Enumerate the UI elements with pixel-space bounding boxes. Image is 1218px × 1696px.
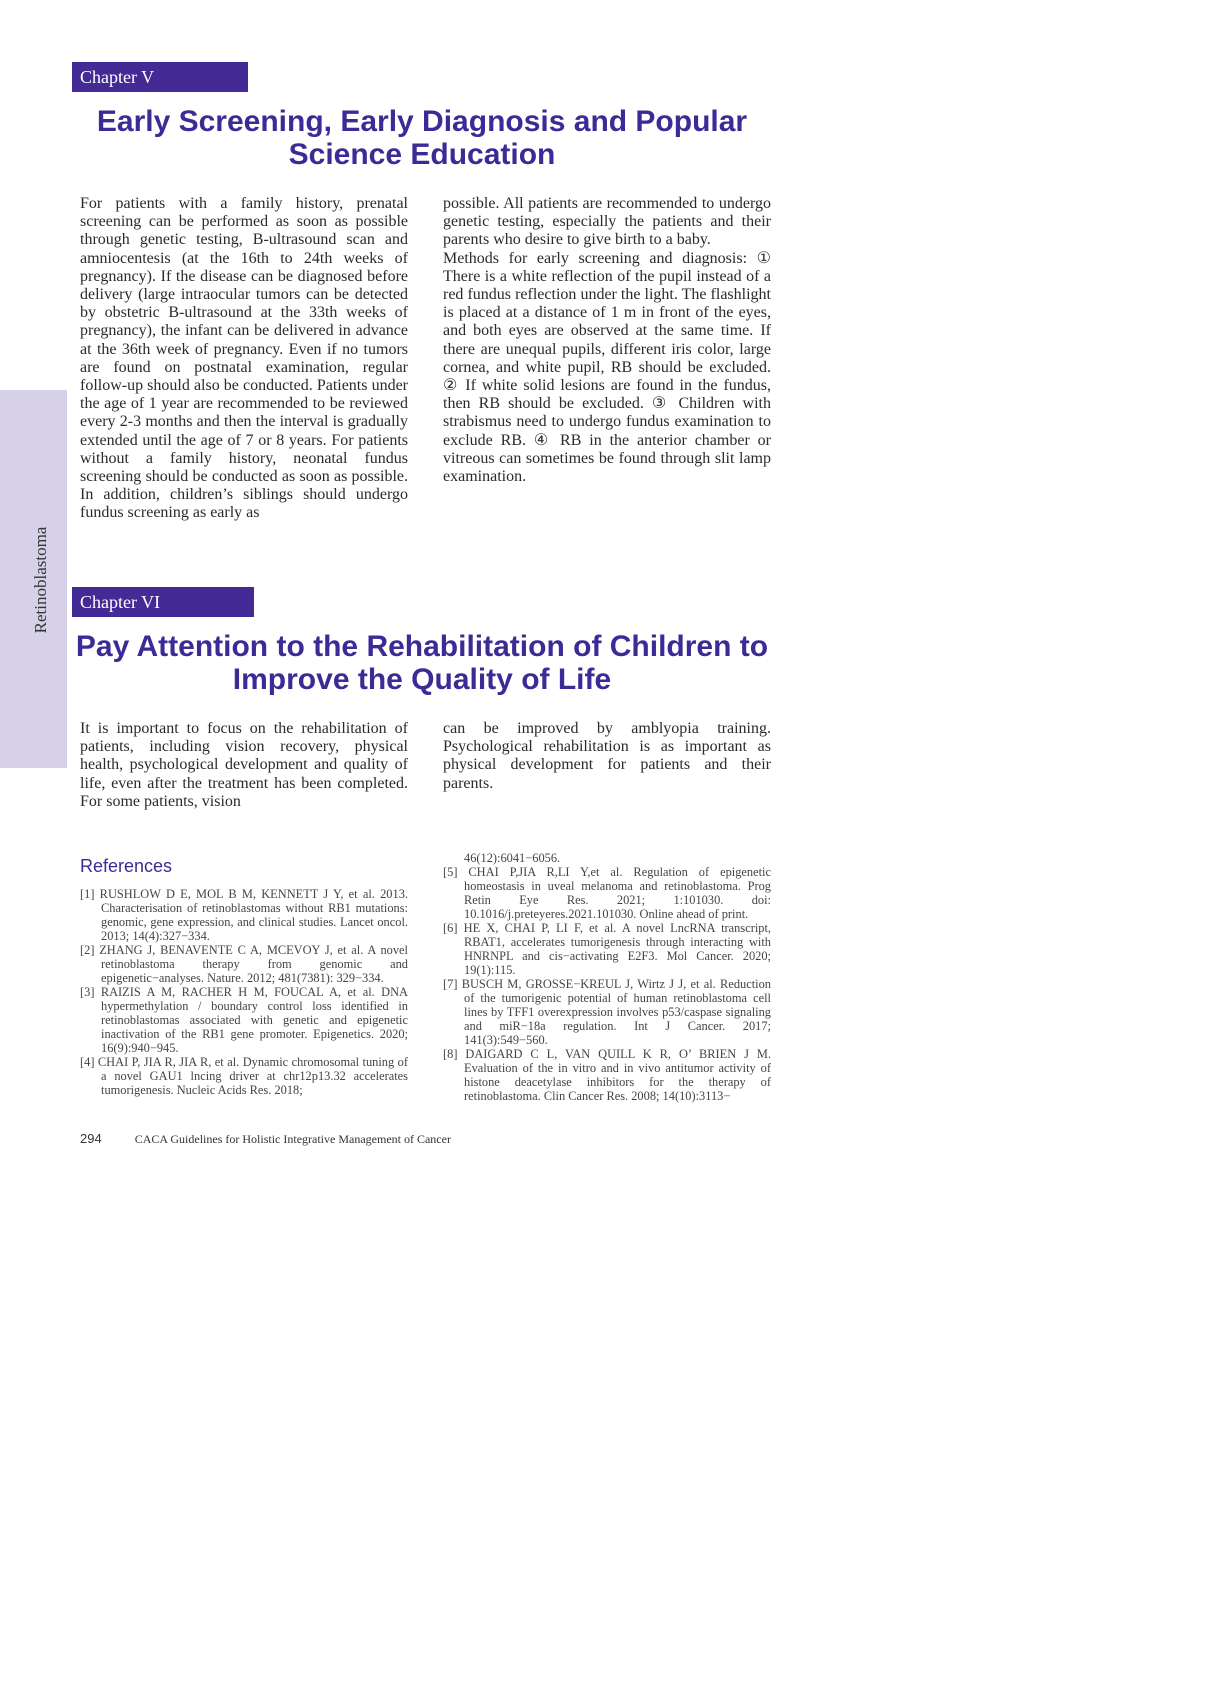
references-right	[443, 851, 771, 1103]
paragraph: It is important to focus on the rehabilitation of patients, including vision recovery, physical health, psychological development and quality of life, even after the treatment has been completed. For some patients, vision	[80, 720, 408, 810]
reference-item: [7] BUSCH M, GROSSE−KREUL J, Wirtz J J, et al. Reduction of the tumorigenic potential of human retinoblastoma cell lines by TFF1 overexpression involves p53/caspase signaling and miR−18a regulation. Int J Cancer. 2017; 141(3):549−560.	[443, 977, 771, 1047]
reference-item: [6] HE X, CHAI P, LI F, et al. A novel LncRNA transcript, RBAT1, accelerates tumorigenesis through interacting with HNRNPL and cis−activating E2F3. Mol Cancer. 2020; 19(1):115.	[443, 921, 771, 977]
reference-continuation: 46(12):6041−6056.	[464, 851, 561, 865]
paragraph: can be improved by amblyopia training. Psychological rehabilitation is as important as physical development for patients and their parents.	[443, 720, 771, 792]
page-number: 294	[80, 1131, 102, 1146]
paragraph: For patients with a family history, prenatal screening can be performed as soon as possible through genetic testing, B-ultrasound scan and amniocentesis (at the 16th to 24th weeks of pregnancy). If the disease can be diagnosed before delivery (large intraocular tumors can be detected by obstetric B-ultrasound at the 33th weeks of pregnancy), the infant can be delivered in advance at the 36th week of pregnancy. Even if no tumors are found on postnatal examination, regular follow-up should also be conducted. Patients under the age of 1 year are recommended to be reviewed every 2-3 months and then the interval is gradually extended until the age of 7 or 8 years. For patients without a family history, neonatal fundus screening should be conducted as soon as possible. In addition, children’s siblings should undergo fundus screening as early as	[80, 195, 408, 522]
chapter-vi-right-column	[443, 720, 771, 793]
references-left	[80, 887, 408, 1097]
reference-item: [2] ZHANG J, BENAVENTE C A, MCEVOY J, et al. A novel retinoblastoma therapy from genomic and epigenetic−analyses. Nature. 2012; 481(7381): 329−334.	[80, 943, 408, 985]
chapter-v-title: Early Screening, Early Diagnosis and Popular Science Education	[96, 105, 748, 171]
chapter-v-right-column	[443, 195, 771, 486]
footer	[80, 1131, 451, 1147]
footer-title: CACA Guidelines for Holistic Integrative Management of Cancer	[134, 1132, 451, 1146]
chapter-vi-left-column	[80, 720, 408, 811]
chapter-v-label: Chapter V	[72, 62, 248, 92]
references-heading: References	[80, 856, 173, 876]
chapter-vi-label: Chapter VI	[72, 587, 254, 617]
paragraph: possible. All patients are recommended to undergo genetic testing, especially the patients and their parents who desire to give birth to a baby.	[443, 195, 771, 249]
paragraph: Methods for early screening and diagnosis: ① There is a white reflection of the pupil instead of a red fundus reflection under the light. The flashlight is placed at a distance of 1 m in front of the eyes, and both eyes are observed at the same time. If there are unequal pupils, different iris color, large cornea, and white pupil, RB should be excluded. ② If white solid lesions are found in the fundus, then RB should be excluded. ③ Children with strabismus need to undergo fundus examination to exclude RB. ④ RB in the anterior chamber or vitreous can sometimes be found through slit lamp examination.	[443, 249, 771, 486]
reference-item: [5] CHAI P,JIA R,LI Y,et al. Regulation of epigenetic homeostasis in uveal melanoma and retinoblastoma. Prog Retin Eye Res. 2021; 1:101030. doi: 10.1016/j.preteyeres.2021.101030. Online ahead of print.	[443, 865, 771, 921]
sidebar-label: Retinoblastoma	[31, 526, 50, 634]
reference-item: [1] RUSHLOW D E, MOL B M, KENNETT J Y, et al. 2013. Characterisation of retinoblastomas without RB1 mutations: genomic, gene expression, and clinical studies. Lancet oncol. 2013; 14(4):327−334.	[80, 887, 408, 943]
reference-item: [8] DAIGARD C L, VAN QUILL K R, O’ BRIEN J M. Evaluation of the in vitro and in vivo antitumor activity of histone deacetylase inhibitors for the therapy of retinoblastoma. Clin Cancer Res. 2008; 14(10):3113−	[443, 1047, 771, 1103]
chapter-vi-title: Pay Attention to the Rehabilitation of Children to Improve the Quality of Life	[75, 630, 769, 696]
reference-item: [4] CHAI P, JIA R, JIA R, et al. Dynamic chromosomal tuning of a novel GAU1 lncing driver at chr12p13.32 accelerates tumorigenesis. Nucleic Acids Res. 2018;	[80, 1055, 408, 1097]
reference-item: [3] RAIZIS A M, RACHER H M, FOUCAL A, et al. DNA hypermethylation / boundary control loss identified in retinoblastomas associated with genetic and epigenetic inactivation of the RB1 gene promoter. Epigenetics. 2020; 16(9):940−945.	[80, 985, 408, 1055]
chapter-v-left-column	[80, 195, 408, 523]
